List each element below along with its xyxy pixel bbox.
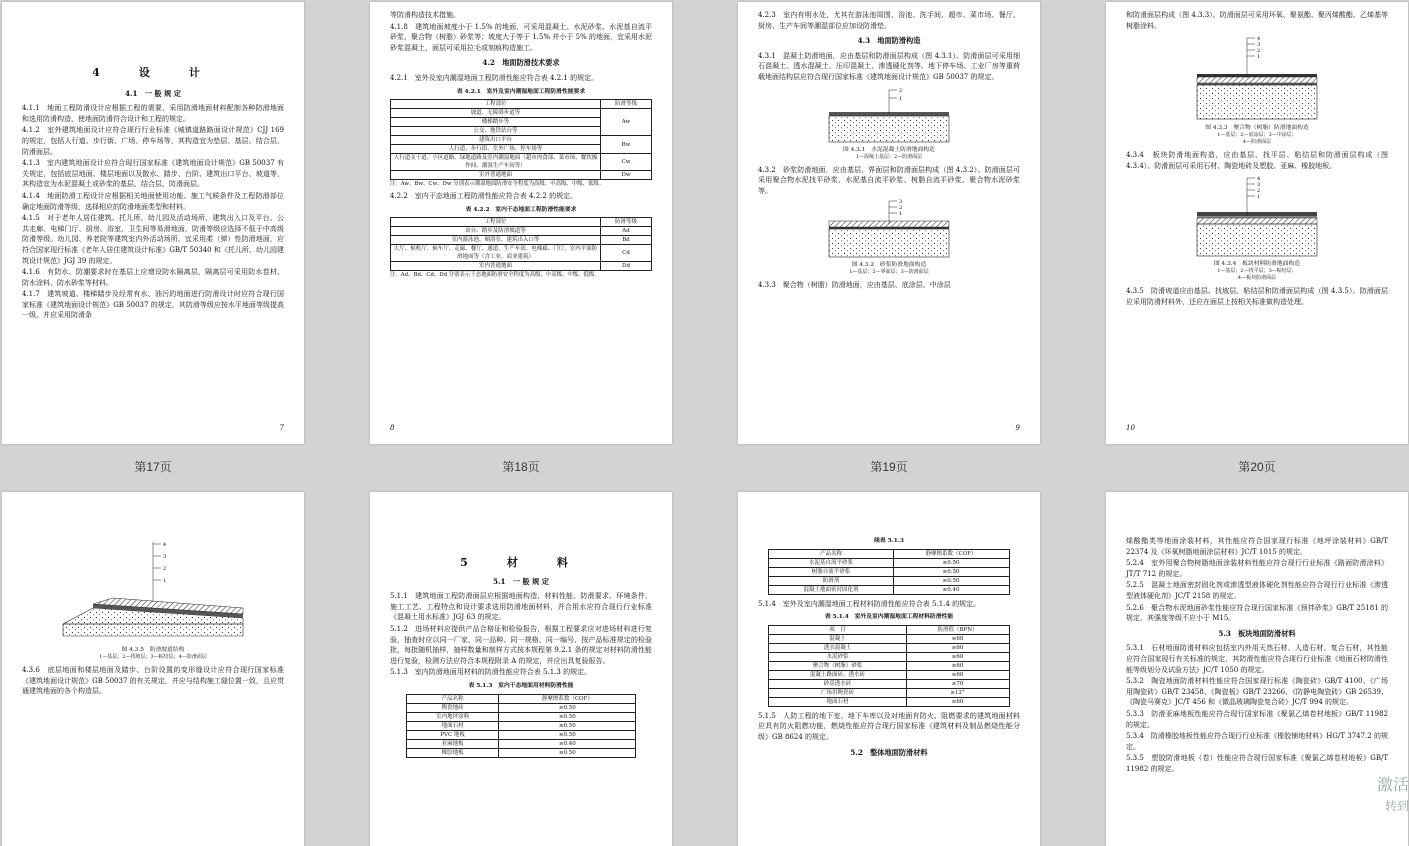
table-cell: Ad bbox=[601, 227, 652, 236]
table-cell: ≥12° bbox=[906, 688, 1009, 697]
table-header: 产品名称 bbox=[406, 694, 499, 703]
paragraph: 5.1.2 进场材料应提供产品合格证和检验报告，根据工程要求应对进场材料进行复验，抽查时应以同一厂家、同一品种、同一规格、同一编号、按产品标准规定的检验批，每批随机抽样，抽样数量和制样方式按本规程第 9.2.1 条的规定对材料防滑性能进行复验，检测方法应符合本规程附录 A 的规定，并应出具复验报告。 bbox=[390, 624, 652, 665]
page-label-19[interactable]: 第19页 bbox=[870, 460, 908, 474]
paragraph: 4.3.5 防滑坡道应由基层、找坡层、粘结层和防滑面层构成（图 4.3.5）。防滑面层应采用防滑材料外，还应在面层上按相关标准做构造处理。 bbox=[1126, 287, 1388, 306]
paragraph: 4.1.7 建筑坡道、楼梯踏步及经常有水、油污的地面进行防滑设计时应符合现行国家标准《建筑地面设计规范》GB 50037 的规定，其防滑等级应按水平地面等级提高一级，并应采用防滑条 bbox=[22, 290, 284, 320]
page-24[interactable] bbox=[1106, 492, 1408, 846]
figure-caption: 图 4.3.1 水泥混凝土防滑地面构造 bbox=[843, 146, 935, 153]
svg-text:3: 3 bbox=[1257, 182, 1261, 189]
table-cell: ≥0.50 bbox=[893, 558, 1009, 567]
figure-caption: 图 4.3.5 防滑坡道结构 bbox=[121, 647, 185, 653]
paragraph: 等防滑构造技术措施。 bbox=[390, 11, 460, 19]
table-header: 项 目 bbox=[769, 625, 906, 634]
svg-text:3: 3 bbox=[899, 199, 903, 206]
table-header: 工程部位 bbox=[391, 100, 601, 109]
table-cell: 大厅、候机厅、候车厅、走廊、餐厅、通道、生产车间、电梯廊、门厅、室内平面防滑地面等（含工业、商业建筑） bbox=[391, 245, 601, 262]
table-cell: 混凝土 bbox=[769, 634, 906, 643]
section-title: 5.1 一 般 规 定 bbox=[493, 576, 549, 586]
table-cell: ≥60 bbox=[906, 643, 1009, 652]
paragraph: 5.1.1 建筑地面工程防滑面层应根据地面构造、材料性能、防滑要求、环境条件、施工工艺、工程特点和设计要求选用防滑地面材料，并合用水应符合现行行业标准《混凝土用水标准》JGJ 63 的规定。 bbox=[390, 592, 652, 622]
table-header: 静摩擦系数（COF） bbox=[499, 694, 636, 703]
svg-text:1: 1 bbox=[163, 578, 167, 584]
table-cell: ≥0.50 bbox=[499, 748, 636, 757]
table-cell: Aw bbox=[601, 109, 652, 136]
figure-4-3-2-diagram bbox=[819, 197, 959, 261]
page-number: 7 bbox=[279, 424, 284, 433]
page-20[interactable] bbox=[1106, 2, 1408, 444]
table-cell: 混凝土路面砖、透水砖 bbox=[769, 670, 906, 679]
svg-text:2: 2 bbox=[1257, 188, 1261, 195]
paragraph: 5.3.3 防滑亚麻地板性能应符合现行国家标准《聚氯乙烯卷材地板》GB/T 11982 的规定。 bbox=[1126, 709, 1388, 729]
svg-text:2: 2 bbox=[899, 87, 903, 94]
table-cell: 人行道、步行街、室外广场、停车场等 bbox=[391, 145, 601, 154]
table-cell: ≥0.50 bbox=[499, 712, 636, 721]
paragraph: 4.1.5 对于老年人居住建筑、托儿所、幼儿园及活动场所、建筑出入口及平台、公共走廊、电梯门厅、厨房、浴室、卫生间等易滑地面，防滑等级应选择不低于中高级防滑等级。幼儿园、养老院等建筑室内外活动场所，宜采用柔（弹）性防滑地面，应符合国家现行标准《老年人居住建筑设计标准》GB/T 50340 和《托儿所、幼儿园建筑设计规范》JGJ 39 的规定。 bbox=[22, 214, 284, 265]
table-cell: 砂基透水砖 bbox=[769, 679, 906, 688]
paragraph: 4.2.3 室内有明水处，尤其在游泳池周围、浴池、洗手间、超市、菜市场、餐厅、厨房、生产车间等潮湿部位应加设防滑垫。 bbox=[758, 11, 1020, 30]
svg-text:4: 4 bbox=[1257, 36, 1261, 43]
table-cell: PVC 地板 bbox=[406, 730, 499, 739]
figure-4-3-1-diagram bbox=[819, 84, 959, 146]
paragraph: 4.1.2 室外建筑地面设计应符合现行行业标准《城镇道路路面设计规范》CJJ 169 的规定，包括人行道、步行街、广场、停车场等，其构造宜为垫层、基层、结合层、防滑面层。 bbox=[22, 126, 284, 156]
table-header: 产品名称 bbox=[769, 549, 893, 558]
svg-text:2: 2 bbox=[899, 205, 903, 212]
figure-caption: 图 4.3.2 砂浆防滑地面构造 bbox=[851, 262, 927, 269]
svg-text:2: 2 bbox=[163, 566, 167, 572]
page-19[interactable] bbox=[738, 2, 1040, 444]
table-5-1-3 bbox=[406, 694, 637, 758]
page-label-20[interactable]: 第20页 bbox=[1238, 460, 1276, 474]
page-label-18[interactable]: 第18页 bbox=[502, 460, 540, 474]
table-cell: 坡道、无障碍步道等 bbox=[391, 109, 601, 118]
page-number: 8 bbox=[390, 424, 395, 433]
table-cell: 水泥砂浆 bbox=[769, 652, 906, 661]
table-cell: Bd bbox=[601, 236, 652, 245]
table-cell: 树脂自流平砂浆 bbox=[769, 567, 893, 576]
table-cell: ≥0.50 bbox=[499, 703, 636, 712]
svg-text:1: 1 bbox=[899, 211, 903, 218]
figure-legend: 1—基层；2—找平层；3—粘结层； bbox=[1217, 268, 1297, 275]
figure-4-3-3-diagram bbox=[1187, 32, 1327, 124]
table-cell: 防滑剂 bbox=[769, 576, 893, 585]
table-header: 防滑等级 bbox=[601, 100, 652, 109]
section-title: 5.2 整体地面防滑材料 bbox=[850, 747, 928, 757]
svg-text:2: 2 bbox=[1257, 48, 1261, 55]
paragraph: 4.1.3 室内建筑地面设计应符合现行国家标准《建筑地面设计规范》GB 50037 有关规定，包括底层地面、楼层地面以及散水、踏步、台阶、建筑出口平台、坡道等，其构造宜为水泥混凝土或砂浆的基层、结合层、防滑面层。 bbox=[22, 159, 284, 189]
table-header: 静摩擦系数（COF） bbox=[893, 549, 1009, 558]
figure-legend: 1—混凝土基层；2—防滑面层 bbox=[855, 153, 923, 160]
svg-text:3: 3 bbox=[163, 554, 167, 560]
paragraph: 5.3.5 塑胶防滑地板（卷）性能应符合现行国家标准《聚氯乙烯卷材地板》GB/T 11982 的规定。 bbox=[1126, 754, 1388, 773]
table-cell: 橡胶地板 bbox=[406, 748, 499, 757]
table-title: 表 4.2.2 室内干态地面工程防滑性能要求 bbox=[465, 206, 577, 213]
figure-legend: 1—基层；2—底涂层；3—中涂层； bbox=[1217, 132, 1297, 139]
figure-4-3-4-diagram bbox=[1187, 172, 1327, 260]
svg-text:4: 4 bbox=[1257, 176, 1261, 183]
chapter-title: 4 设 计 bbox=[92, 66, 214, 79]
table-cell: 人行道支干道、小区道路、绿地道路及室内潮湿地面（超市肉食部、菜市场、餐饮操作间、潮湿生产车间等） bbox=[391, 154, 601, 171]
table-cell: 室外普通地面 bbox=[391, 171, 601, 180]
paragraph: 5.1.5 人防工程的地下室、地下车库以及对地面有防火、阻燃要求的建筑地面材料应具有防火阻燃功能，燃烧性能应符合现行国家标准《建筑材料及制品燃烧性能分级》GB 8624 的规定。 bbox=[758, 711, 1020, 741]
table-cell: 地面石材 bbox=[769, 697, 906, 706]
paragraph: 4.3.4 板块防滑地面构造，应由基层、找平层、粘结层和防滑面层构成（图 4.3.4）。防滑面层可采用石材、陶瓷地砖及塑胶、亚麻、橡胶地板。 bbox=[1126, 151, 1388, 170]
paragraph: 4.1.4 地面防滑工程设计应根据相关地面使用功能、施工气候条件及工程防滑部位确定地面防滑等级，选择相应的防滑地面类型和材料。 bbox=[22, 191, 284, 211]
table-cell: 聚合物（树脂）砂浆 bbox=[769, 661, 906, 670]
table-cell: 透水混凝土 bbox=[769, 643, 906, 652]
table-header: 防滑等级 bbox=[601, 218, 652, 227]
table-cell: 公交、地铁站台等 bbox=[391, 127, 601, 136]
paragraph: 4.1.6 有防水、防潮要求时在基层上应增设防水隔离层，隔离层可采用防水卷材、防水涂料、防水砂浆等材料。 bbox=[22, 268, 284, 287]
table-cell: ≥60 bbox=[906, 670, 1009, 679]
table-cell: 水泥基自流平砂浆 bbox=[769, 558, 893, 567]
page-22[interactable] bbox=[370, 492, 672, 846]
paragraph: 5.2.6 聚合物水泥地面砂浆性能应符合现行国家标准《预拌砂浆》GB/T 25181 的规定，其强度等级不应小于 M15。 bbox=[1126, 603, 1388, 623]
table-4-2-2 bbox=[390, 217, 652, 271]
paragraph: 4.2.2 室内干态地面工程防滑性能应符合表 4.2.2 的规定。 bbox=[390, 192, 578, 201]
table-cell: 混凝土地面密封固化剂 bbox=[769, 585, 893, 594]
page-17[interactable] bbox=[2, 2, 304, 444]
paragraph: 5.1.3 室内防滑地面用材料的防滑性能应符合表 5.1.3 的规定。 bbox=[390, 668, 592, 677]
section-title: 5.3 板块地面防滑材料 bbox=[1218, 628, 1296, 638]
page-label-17[interactable]: 第17页 bbox=[134, 460, 172, 474]
table-header: 防滑值（BPN） bbox=[906, 625, 1009, 634]
table-cell: ≥0.40 bbox=[499, 739, 636, 748]
table-cell: ≥60 bbox=[906, 697, 1009, 706]
paragraph: 烯酸酯类等地面涂装材料，其性能应符合国家现行标准《地坪涂装材料》GB/T 22374 及《环氧树脂地面涂层材料》JC/T 1015 的规定。 bbox=[1126, 537, 1388, 556]
page-21[interactable] bbox=[2, 492, 304, 846]
figure-legend: 1—基层；2—找坡层；3—粘结层；4—防滑面层 bbox=[99, 654, 207, 660]
table-cell: 楼梯踏步等 bbox=[391, 118, 601, 127]
table-cell: 建筑出口平台 bbox=[391, 136, 601, 145]
page-number: 10 bbox=[1126, 424, 1135, 433]
table-cell: 广场用陶瓷砖 bbox=[769, 688, 906, 697]
table-cell: ≥0.50 bbox=[499, 721, 636, 730]
table-note: 注：Aw、Bw、Cw、Dw 分别表示潮湿地面防滑安全程度为高级、中高级、中级、低级。 bbox=[390, 181, 605, 188]
table-cell: 亚麻地板 bbox=[406, 739, 499, 748]
figure-legend: 4—板块防滑面层 bbox=[1237, 275, 1277, 282]
table-4-2-1 bbox=[390, 99, 652, 180]
table-cell: 地面石材 bbox=[406, 721, 499, 730]
svg-text:1: 1 bbox=[1257, 54, 1261, 61]
paragraph: 5.3.4 防滑橡胶地板性能应符合现行行业标准《橡胶铺地材料》HG/T 3747.2 的规定。 bbox=[1126, 732, 1388, 751]
paragraph: 和防滑面层构成（图 4.3.3）。防滑面层可采用环氧、聚氨酯、聚丙烯酸酯、乙烯基等树脂涂料。 bbox=[1126, 11, 1388, 30]
table-cell: Bw bbox=[601, 136, 652, 154]
svg-text:3: 3 bbox=[1257, 42, 1261, 49]
paragraph: 4.1.8 建筑地面坡度小于 1.5% 的地面，可采用混凝土、水泥砂浆、水泥基自流平砂浆、聚合物（树脂）砂浆等；坡度大于等于 1.5% 并小于 5% 的地面，宜采用水泥砂浆混凝土，面层可采用拉毛或刻痕构造施工。 bbox=[390, 22, 652, 52]
paragraph: 4.3.1 混凝土防滑地面，应由基层和防滑面层构成（图 4.3.1）。防滑面层可采用细石混凝土、透水混凝土、压印混凝土、渗透硬化剂等。地下停车场、工业厂房等重荷载地面结构层应符合现行国家标准《建筑地面设计规范》GB 50037 的规定。 bbox=[758, 51, 1020, 81]
paragraph: 4.2.1 室外及室内潮湿地面工程防滑性能应符合表 4.2.1 的规定。 bbox=[390, 73, 599, 82]
svg-text:1: 1 bbox=[1257, 194, 1261, 201]
figure-caption: 图 4.3.4 板块材料防滑地面构造 bbox=[1213, 261, 1301, 268]
paragraph: 5.3.1 石材地面防滑材料应包括室内外用天然石材、人造石材、复合石材，其性能应符合国家现行有关标准的规定，其防滑性能应符合现行行业标准《地面石材防滑性能等级划分及试验方法》JC/T 1050 的规定。 bbox=[1126, 644, 1388, 674]
table-5-1-3-continued bbox=[768, 549, 1009, 595]
table-cell: 站台、踏步及防滑坡道等 bbox=[391, 227, 601, 236]
table-cell: 室内普通地面 bbox=[391, 262, 601, 271]
page-18[interactable] bbox=[370, 2, 672, 444]
table-cell: ≥0.50 bbox=[893, 576, 1009, 585]
table-cell: ≥0.40 bbox=[893, 585, 1009, 594]
table-header: 工程部位 bbox=[391, 218, 601, 227]
table-5-1-4 bbox=[768, 625, 1009, 707]
table-cell: ≥60 bbox=[906, 652, 1009, 661]
page-number: 9 bbox=[1015, 424, 1020, 433]
table-title: 表 5.1.3 室内干态地面用材料防滑性能 bbox=[468, 682, 574, 689]
table-cell: 室内地坪涂料 bbox=[406, 712, 499, 721]
paragraph: 4.3.3 聚合物（树脂）防滑地面，应由基层、底涂层、中涂层 bbox=[758, 281, 951, 290]
watermark-line: 激活 bbox=[1376, 777, 1409, 794]
section-title: 4.1 一 般 规 定 bbox=[125, 88, 181, 98]
paragraph: 5.2.5 混凝土地面密封固化剂或渗透型液体硬化剂性能应符合现行行业标准《渗透型液体硬化剂》JC/T 2158 的规定。 bbox=[1126, 581, 1388, 600]
activation-watermark bbox=[1377, 776, 1409, 816]
page-23[interactable] bbox=[738, 492, 1040, 846]
table-cell: Cw bbox=[601, 154, 652, 171]
table-title: 表 4.2.1 室外及室内潮湿地面工程防滑性能要求 bbox=[456, 88, 586, 95]
svg-text:4: 4 bbox=[163, 542, 167, 548]
paragraph: 4.1.1 地面工程防滑设计应根据工程的需要，采用防滑地面材料配制各种防滑地面和选用防滑构造，使地面防滑符合设计和工程的规定。 bbox=[22, 104, 284, 123]
paragraph: 5.3.2 陶瓷地面防滑材料性能应符合国家现行标准《陶瓷砖》GB/T 4100、《广场用陶瓷砖》GB/T 23458、《陶瓷板》GB/T 23266、《防静电陶瓷砖》GB 26539、《陶瓷马赛克》JC/T 456 和《微晶玻璃陶瓷复合砖》JC/T 994 的规定。 bbox=[1126, 677, 1388, 707]
paragraph: 5.2.4 室外用聚合物树脂地面涂装材料性能应符合现行行业标准《路面防滑涂料》JT/T 712 的规定。 bbox=[1126, 559, 1388, 578]
table-cell: ≥0.50 bbox=[499, 730, 636, 739]
figure-4-3-5-diagram bbox=[53, 536, 253, 646]
table-cell: ≥70 bbox=[906, 679, 1009, 688]
table-cell: Dw bbox=[601, 171, 652, 180]
table-cell: 陶瓷地砖 bbox=[406, 703, 499, 712]
table-cell: ≥60 bbox=[906, 661, 1009, 670]
table-note: 注：Ad、Bd、Cd、Dd 分别表示干态地面防滑安全程度为高级、中高级、中级、低级。 bbox=[390, 272, 600, 279]
chapter-title: 5 材 料 bbox=[460, 556, 582, 569]
table-cell: Cd bbox=[601, 245, 652, 262]
figure-caption: 图 4.3.3 聚合物（树脂）防滑地面构造 bbox=[1205, 125, 1309, 132]
table-cell: 室内游泳池、厕浴室、建筑出入口等 bbox=[391, 236, 601, 245]
paragraph: 4.3.2 砂浆防滑地面，应由基层、界面层和防滑面层构成（图 4.3.2）。防滑面层可采用聚合物水泥找平砂浆、水泥基自流平砂浆、树脂自流平砂浆、聚合物水泥砂浆等。 bbox=[758, 165, 1020, 195]
svg-text:1: 1 bbox=[899, 95, 903, 102]
table-title: 表 5.1.4 室外及室内潮湿地面工程材料防滑性能 bbox=[824, 614, 954, 621]
paragraph: 4.3.6 底层地面和楼层地面及踏步、台阶设置的变形缝设计应符合现行国家标准《建筑地面设计规范》GB 50037 的有关规定，并应与结构施工缝位置一致，且应贯通建筑地面的各个构造层。 bbox=[22, 666, 284, 696]
table-cell: ≥60 bbox=[906, 634, 1009, 643]
paragraph: 5.1.4 室外及室内潮湿地面工程材料防滑性能应符合表 5.1.4 的规定。 bbox=[758, 599, 981, 608]
table-title: 续表 5.1.3 bbox=[874, 538, 904, 544]
watermark-line: 转到 bbox=[1384, 799, 1409, 813]
section-title: 4.3 地面防滑构造 bbox=[857, 36, 921, 46]
figure-legend: 1—基层；2—界面层；3—防滑面层 bbox=[849, 269, 929, 276]
table-cell: Dd bbox=[601, 262, 652, 271]
section-title: 4.2 地面防滑技术要求 bbox=[482, 58, 560, 68]
table-cell: ≥0.50 bbox=[893, 567, 1009, 576]
figure-legend: 4—防滑面层 bbox=[1242, 139, 1272, 146]
